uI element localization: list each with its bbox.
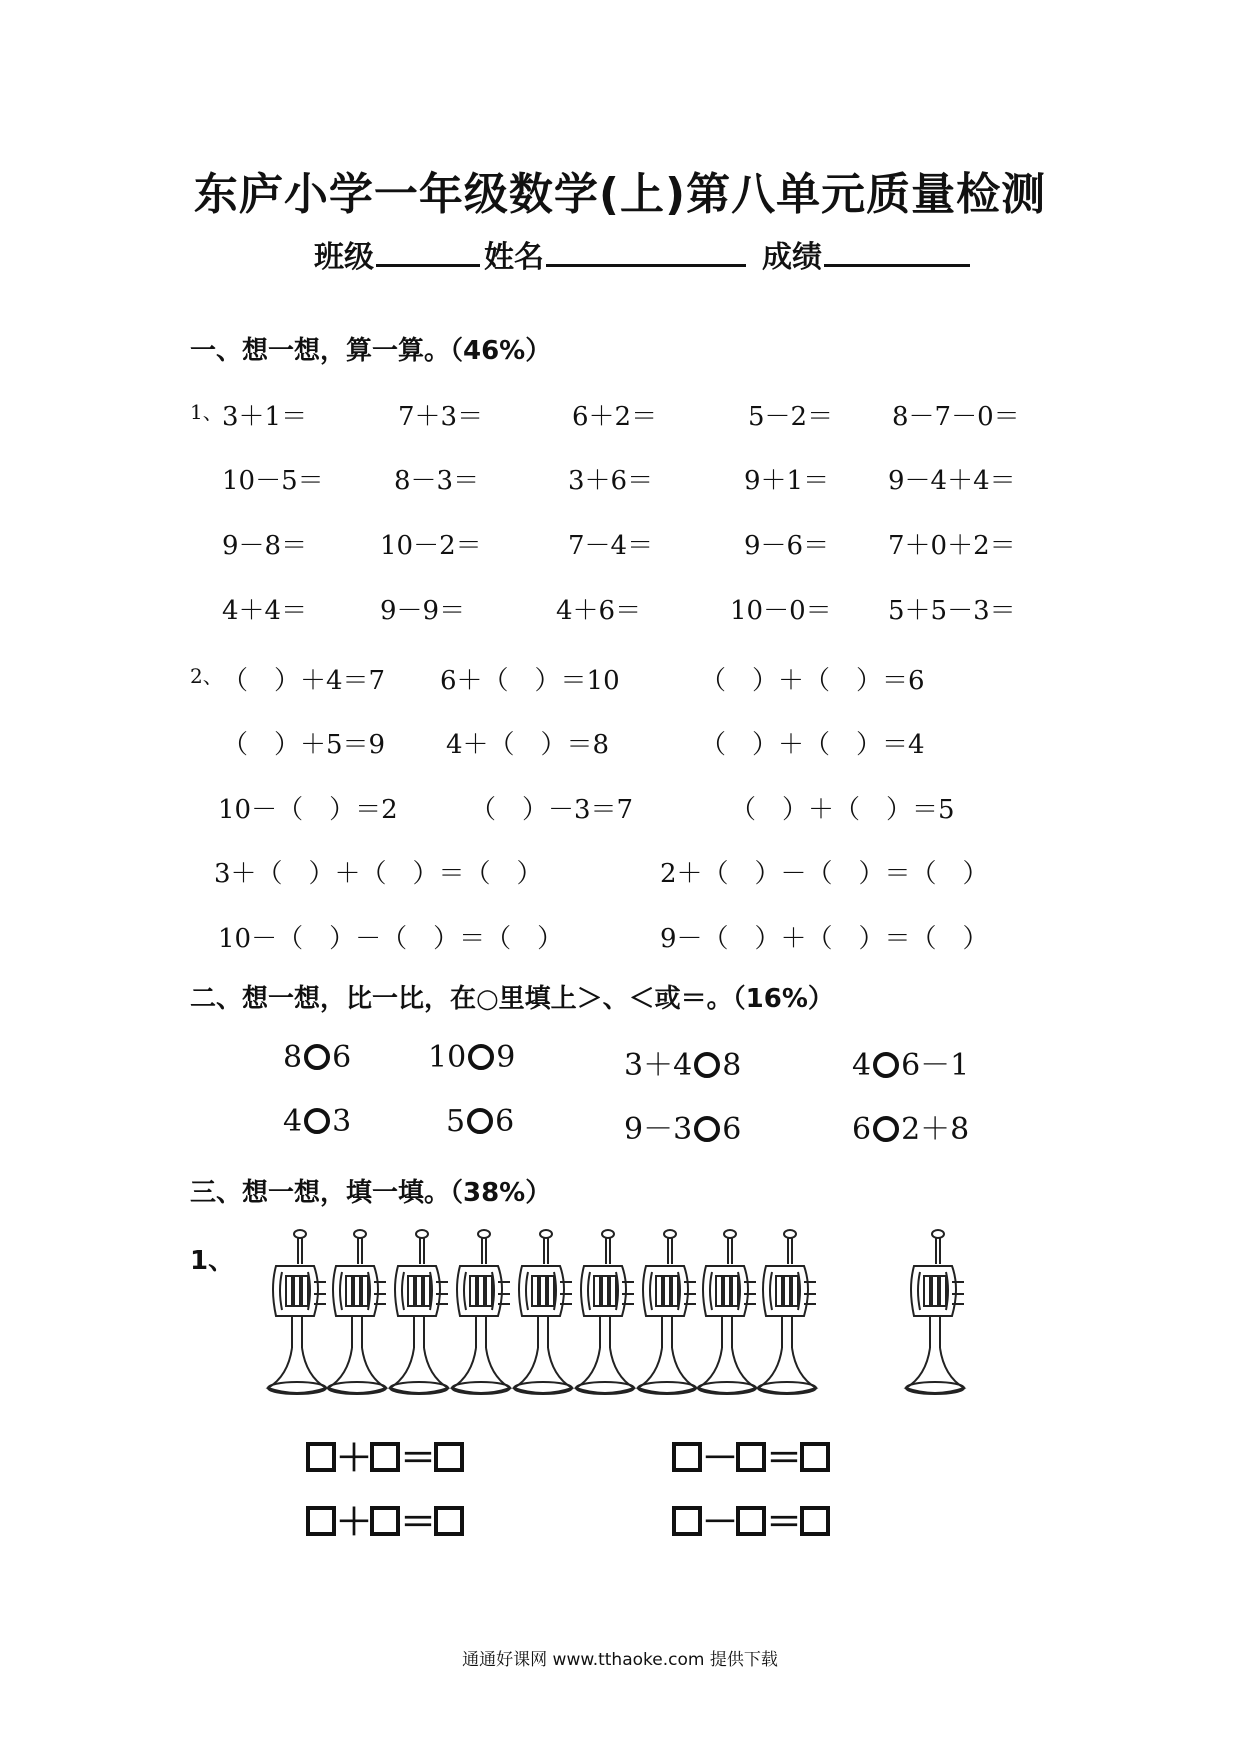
- compare-item: [283, 1104, 351, 1139]
- equation[interactable]: 9－4＋4＝: [888, 466, 1016, 496]
- compare-item: [428, 1040, 515, 1075]
- equation[interactable]: 7－4＝: [568, 531, 654, 561]
- equation[interactable]: 5＋5－3＝: [888, 596, 1016, 626]
- compare-item: [283, 1040, 351, 1075]
- equation[interactable]: 8－7－0＝: [892, 402, 1020, 432]
- section2-heading: 二、想一想，比一比，在○里填上＞、＜或＝。（16%）: [190, 984, 834, 1014]
- operator: ＝: [400, 1438, 437, 1479]
- fill-blank-equation[interactable]: 10－（ ）－（ ）＝（ ）: [218, 924, 564, 954]
- answer-box[interactable]: [672, 1506, 702, 1536]
- compare-left: 9－3: [624, 1112, 693, 1147]
- compare-left: 3＋4: [624, 1048, 693, 1083]
- answer-circle[interactable]: [873, 1052, 899, 1078]
- equation[interactable]: 3＋6＝: [568, 466, 654, 496]
- problem2-label: 2、: [190, 664, 223, 688]
- equation[interactable]: 9－6＝: [744, 531, 830, 561]
- equation[interactable]: 10－2＝: [380, 531, 482, 561]
- answer-circle[interactable]: [468, 1044, 494, 1070]
- trumpet-icon: [900, 1228, 970, 1402]
- equation[interactable]: 7＋3＝: [398, 402, 484, 432]
- equation[interactable]: 6＋2＝: [572, 402, 658, 432]
- equation[interactable]: 9－9＝: [380, 596, 466, 626]
- box-equation: [672, 1430, 830, 1481]
- compare-item: [852, 1040, 969, 1084]
- answer-box[interactable]: [672, 1442, 702, 1472]
- compare-item: [624, 1104, 741, 1148]
- trumpet-icon: [322, 1228, 392, 1402]
- answer-circle[interactable]: [304, 1108, 330, 1134]
- answer-circle[interactable]: [694, 1116, 720, 1142]
- answer-circle[interactable]: [694, 1052, 720, 1078]
- fill-blank-equation[interactable]: （ ）＋（ ）＝4: [700, 730, 925, 760]
- box-equation: [306, 1430, 464, 1481]
- trumpet-icon: [446, 1228, 516, 1402]
- operator: －: [702, 1438, 739, 1479]
- operator: －: [702, 1502, 739, 1543]
- fill-blank-equation[interactable]: （ ）－3＝7: [470, 795, 634, 825]
- trumpet-icon: [570, 1228, 640, 1402]
- section1-heading: 一、想一想，算一算。（46%）: [190, 336, 552, 366]
- class-label: 班级: [314, 240, 374, 275]
- operator: ＋: [336, 1502, 373, 1543]
- equation[interactable]: 5－2＝: [748, 402, 834, 432]
- operator: ＝: [766, 1502, 803, 1543]
- equation[interactable]: 9＋1＝: [744, 466, 830, 496]
- fill-blank-equation[interactable]: （ ）＋（ ）＝5: [730, 795, 955, 825]
- fill-blank-equation[interactable]: 10－（ ）＝2: [218, 795, 398, 825]
- fill-blank-equation[interactable]: （ ）＋4＝7: [222, 666, 386, 696]
- compare-right: 9: [496, 1040, 516, 1075]
- fill-blank-equation[interactable]: 4＋（ ）＝8: [446, 730, 610, 760]
- equation[interactable]: 4＋6＝: [556, 596, 642, 626]
- operator: ＝: [766, 1438, 803, 1479]
- footer-credit: 通通好课网 www.tthaoke.com 提供下载: [462, 1650, 778, 1670]
- box-equation: [672, 1494, 830, 1545]
- equation[interactable]: 4＋4＝: [222, 596, 308, 626]
- answer-circle[interactable]: [467, 1108, 493, 1134]
- score-blank[interactable]: [824, 236, 970, 267]
- answer-box[interactable]: [800, 1506, 830, 1536]
- answer-box[interactable]: [370, 1506, 400, 1536]
- equation[interactable]: 7＋0＋2＝: [888, 531, 1016, 561]
- trumpet-icon: [508, 1228, 578, 1402]
- fill-blank-equation[interactable]: 3＋（ ）＋（ ）＝（ ）: [214, 859, 543, 889]
- compare-item: [852, 1104, 969, 1148]
- answer-box[interactable]: [370, 1442, 400, 1472]
- answer-box[interactable]: [306, 1442, 336, 1472]
- trumpet-icon: [752, 1228, 822, 1402]
- answer-box[interactable]: [434, 1442, 464, 1472]
- answer-box[interactable]: [736, 1506, 766, 1536]
- question1-label: 1、: [190, 1246, 235, 1276]
- answer-box[interactable]: [434, 1506, 464, 1536]
- compare-right: 6－1: [901, 1048, 970, 1083]
- problem1-label: 1、: [190, 400, 223, 424]
- equation[interactable]: 9－8＝: [222, 531, 308, 561]
- compare-left: 6: [852, 1112, 872, 1147]
- compare-left: 4: [283, 1104, 303, 1139]
- compare-right: 6: [495, 1104, 515, 1139]
- operator: ＋: [336, 1438, 373, 1479]
- compare-right: 8: [722, 1048, 742, 1083]
- fill-blank-equation[interactable]: （ ）＋5＝9: [222, 730, 386, 760]
- fill-blank-equation[interactable]: 9－（ ）＋（ ）＝（ ）: [660, 924, 989, 954]
- compare-right: 6: [332, 1040, 352, 1075]
- page-title: 东庐小学一年级数学(上)第八单元质量检测: [193, 169, 1047, 220]
- compare-left: 5: [446, 1104, 466, 1139]
- answer-circle[interactable]: [304, 1044, 330, 1070]
- compare-item: [624, 1040, 741, 1084]
- fill-blank-equation[interactable]: 6＋（ ）＝10: [440, 666, 620, 696]
- name-blank[interactable]: [546, 236, 746, 267]
- compare-left: 8: [283, 1040, 303, 1075]
- fill-blank-equation[interactable]: （ ）＋（ ）＝6: [700, 666, 925, 696]
- compare-right: 2＋8: [901, 1112, 970, 1147]
- class-blank[interactable]: [376, 236, 480, 267]
- compare-item: [446, 1104, 514, 1139]
- score-label: 成绩: [762, 240, 822, 275]
- operator: ＝: [400, 1502, 437, 1543]
- answer-circle[interactable]: [873, 1116, 899, 1142]
- compare-right: 3: [332, 1104, 352, 1139]
- equation[interactable]: 3＋1＝: [222, 402, 308, 432]
- equation[interactable]: 10－0＝: [730, 596, 832, 626]
- equation[interactable]: 10－5＝: [222, 466, 324, 496]
- compare-left: 4: [852, 1048, 872, 1083]
- box-equation: [306, 1494, 464, 1545]
- compare-right: 6: [722, 1112, 742, 1147]
- answer-box[interactable]: [306, 1506, 336, 1536]
- name-label: 姓名: [484, 240, 544, 275]
- compare-left: 10: [428, 1040, 467, 1075]
- equation[interactable]: 8－3＝: [394, 466, 480, 496]
- answer-box[interactable]: [736, 1442, 766, 1472]
- section3-heading: 三、想一想，填一填。（38%）: [190, 1178, 552, 1208]
- trumpet-icon: [384, 1228, 454, 1402]
- answer-box[interactable]: [800, 1442, 830, 1472]
- fill-blank-equation[interactable]: 2＋（ ）－（ ）＝（ ）: [660, 859, 989, 889]
